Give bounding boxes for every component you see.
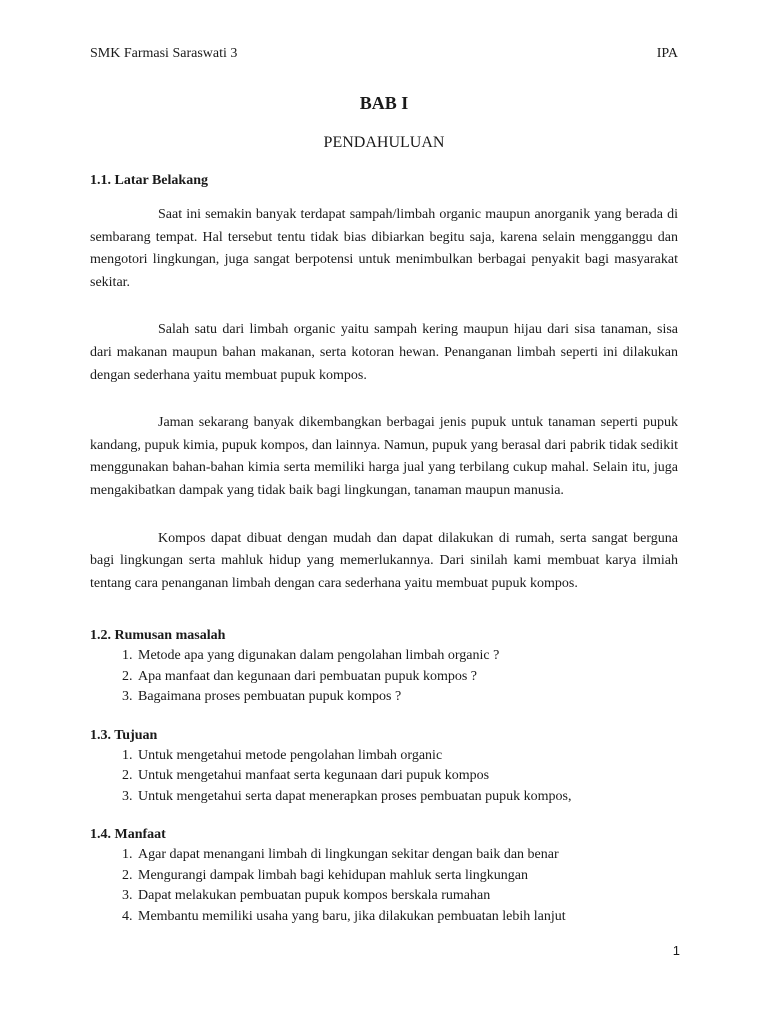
chapter-title: BAB I	[359, 93, 409, 113]
list-item: 4. Membantu memiliki usaha yang baru, jika dilakukan pembuatan lebih lanjut	[136, 907, 678, 928]
list-item: 2. Untuk mengetahui manfaat serta kegunaan dari pupuk kompos	[136, 766, 678, 787]
list-item: 1. Metode apa yang digunakan dalam pengolahan limbah organic ?	[136, 646, 678, 667]
list-item: 1. Untuk mengetahui metode pengolahan limbah organic	[136, 746, 678, 767]
list-item: 3. Dapat melakukan pembuatan pupuk kompos berskala rumahan	[136, 886, 678, 907]
section-heading-tujuan: 1.3. Tujuan	[90, 727, 158, 743]
page-number: 1	[672, 943, 680, 958]
document-body	[90, 171, 678, 927]
section-heading-rumusan-masalah: 1.2. Rumusan masalah	[90, 628, 226, 644]
section-heading-manfaat: 1.4. Manfaat	[90, 827, 166, 843]
document-page	[90, 0, 678, 1024]
list-item: 3. Untuk mengetahui serta dapat menerapkan proses pembuatan pupuk kompos,	[136, 787, 678, 808]
page-header	[90, 46, 678, 62]
paragraph: Saat ini semakin banyak terdapat sampah/limbah organic maupun anorganik yang berada di sembarang tempat. Hal tersebut tentu tidak bias dibiarkan begitu saja, karena selain mengganggu dan mengotori lingkungan, juga sangat berpotensi untuk menimbulkan berbagai penyakit bagi masyarakat sekitar.	[90, 207, 678, 290]
list-item: 1. Agar dapat menangani limbah di lingkungan sekitar dengan baik dan benar	[136, 845, 678, 866]
header-subject: IPA	[656, 46, 678, 61]
tujuan-list	[90, 746, 678, 808]
rumusan-list	[90, 646, 678, 708]
list-item: 3. Bagaimana proses pembuatan pupuk kompos ?	[136, 687, 678, 708]
paragraph: Jaman sekarang banyak dikembangkan berbagai jenis pupuk untuk tanaman seperti pupuk kandang, pupuk kimia, pupuk kompos, dan lainnya. Namun, pupuk yang berasal dari pabrik tidak sedikit menggunakan bahan-bahan kimia serta memiliki harga jual yang terbilang cukup mahal. Selain itu, juga mengakibatkan dampak yang tidak baik bagi lingkungan, tanaman maupun manusia.	[90, 415, 678, 498]
list-item: 2. Mengurangi dampak limbah bagi kehidupan mahluk serta lingkungan	[136, 866, 678, 887]
section-heading-latar-belakang: 1.1. Latar Belakang	[90, 173, 208, 188]
list-item: 2. Apa manfaat dan kegunaan dari pembuatan pupuk kompos ?	[136, 667, 678, 688]
paragraph: Salah satu dari limbah organic yaitu sampah kering maupun hijau dari sisa tanaman, sisa dari makanan maupun bahan makanan, serta kotoran hewan. Penanganan limbah seperti ini dilakukan dengan sederhana yaitu membuat pupuk kompos.	[90, 322, 678, 383]
paragraph: Kompos dapat dibuat dengan mudah dan dapat dilakukan di rumah, serta sangat berguna bagi lingkungan serta mahluk hidup yang memerlukannya. Dari sinilah kami membuat karya ilmiah tentang cara penanganan limbah dengan cara sederhana yaitu membuat pupuk kompos.	[90, 530, 678, 591]
header-school: SMK Farmasi Saraswati 3	[90, 46, 238, 61]
chapter-subtitle: PENDAHULUAN	[323, 134, 445, 151]
manfaat-list	[90, 845, 678, 927]
